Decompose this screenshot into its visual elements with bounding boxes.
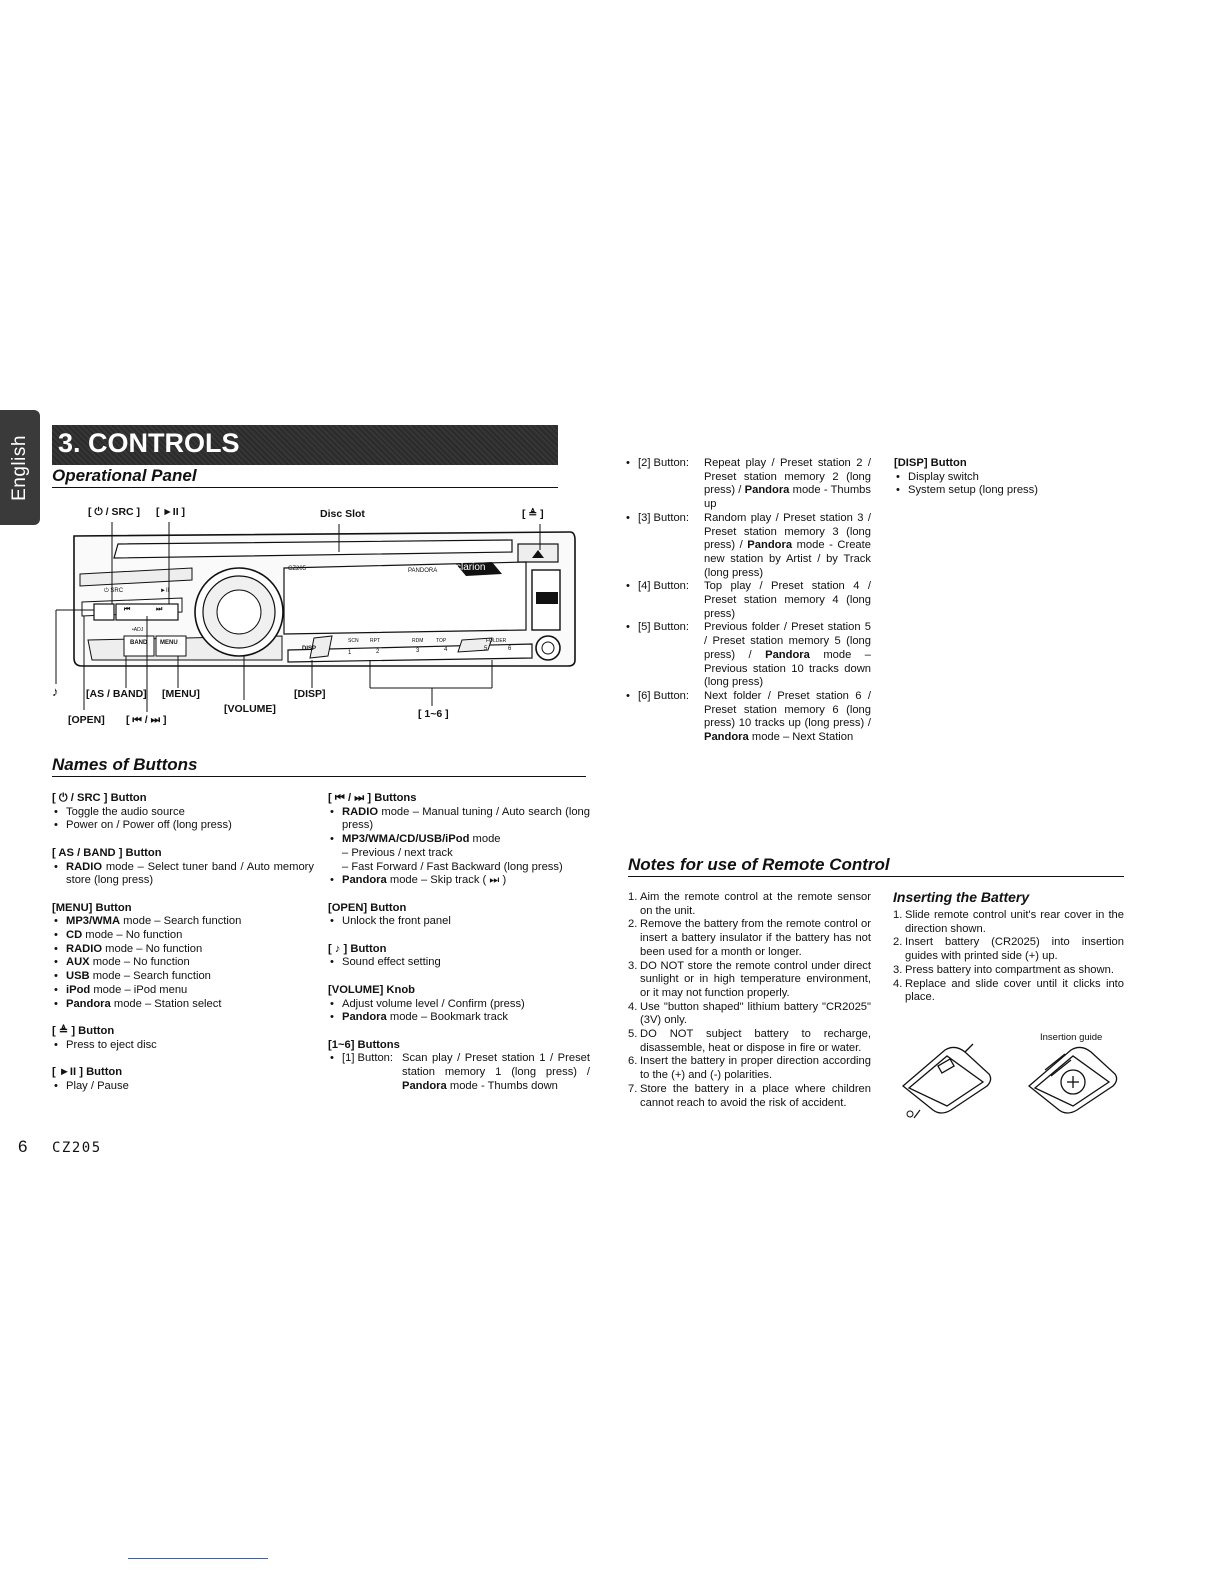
list-item: • AUX mode – No function [52,956,314,970]
list-item: 6. Insert the battery in proper direction according to the (+) and (-) polarities. [628,1055,871,1082]
band-button-heading: [ AS / BAND ] Button [52,846,162,859]
list-item: • Pandora mode – Bookmark track [328,1011,590,1025]
sound-button-heading: [ ♪ ] Button [328,942,387,955]
inserting-battery-list [893,909,1124,1005]
list-item: • RADIO mode – No function [52,943,314,957]
battery-insertion-illustration [895,1040,1125,1120]
list-item: • Pandora mode – Station select [52,998,314,1012]
preset-buttons-heading: [1~6] Buttons [328,1038,400,1051]
list-item: • Pandora mode – Skip track ( ⏭ ) [328,874,590,888]
label-open: [OPEN] [68,714,105,726]
unit-pandora: PANDORA [408,568,438,574]
list-item: • iPod mode – iPod menu [52,984,314,998]
unit-src: ⏻ SRC [104,588,124,594]
preset-4-row: • [4] Button: Top play / Preset station 4 / Preset station memory 4 (long press) [626,580,871,620]
unit-rdm: RDM [412,638,424,644]
list-subitem: – Fast Forward / Fast Backward (long press) [342,860,563,873]
unit-pp: ►II [160,588,170,594]
list-item: • Unlock the front panel [328,915,590,929]
list-item: • Press to eject disc [52,1039,314,1053]
list-item: • MP3/WMA/CD/USB/iPod mode [328,833,590,847]
unit-top: TOP [436,638,447,644]
disp-button-block [894,457,1124,498]
unit-key-3: 3 [416,648,420,654]
unit-adj: •ADJ [132,627,144,633]
remote-notes-title: Notes for use of Remote Control [628,855,1124,877]
unit-prev: ⏮ [124,606,131,613]
list-item: 4. Use "button shaped" lithium battery "CR2025" (3V) only. [628,1000,871,1027]
unit-key-2: 2 [376,649,380,655]
list-item: • Sound effect setting [328,956,590,970]
unit-brand: clarion [456,562,486,573]
chapter-title: 3. CONTROLS [58,428,240,458]
unit-key-4: 4 [444,647,448,653]
label-disc-slot: Disc Slot [320,508,365,520]
chapter-header [52,425,558,465]
footer-rule [128,1558,268,1559]
unit-folder: FOLDER [486,638,507,644]
list-item: 3. Press battery into compartment as shown. [893,963,1114,976]
list-subitem: – Previous / next track [342,846,453,859]
list-item: • CD mode – No function [52,929,314,943]
label-disp: [DISP] [294,688,326,700]
buttons-column-1 [52,792,314,1093]
unit-scn: SCN [348,638,359,644]
play-pause-button-heading: [ ►II ] Button [52,1066,123,1078]
preset-2-row: • [2] Button: Repeat play / Preset station 2 / Preset station memory 2 (long press) / Pandora mode - Thumbs up [626,457,871,511]
open-button-heading: [OPEN] Button [328,901,407,914]
list-item: 1. Aim the remote control at the remote sensor on the unit. [628,891,871,917]
unit-key-1: 1 [348,650,352,656]
disp-button-heading: [DISP] Button [894,457,967,469]
label-sound-note: ♪ [52,684,59,699]
list-item: • Power on / Power off (long press) [52,819,314,833]
buttons-column-2 [328,792,590,1093]
insertion-guide-label: Insertion guide [1040,1032,1103,1043]
list-item: • MP3/WMA mode – Search function [52,915,314,929]
list-item: • USB mode – Search function [52,970,314,984]
unit-menu: MENU [160,640,178,646]
list-item: • Play / Pause [52,1080,314,1094]
volume-knob-heading: [VOLUME] Knob [328,983,415,996]
list-item: • Toggle the audio source [52,806,314,820]
list-item: 3. DO NOT store the remote control under direct sunlight or in high temperature environment, or it may not function properly. [628,959,871,999]
unit-model: CZ205 [288,566,307,572]
label-menu: [MENU] [162,688,200,700]
list-item: • RADIO mode – Select tuner band / Auto memory store (long press) [52,861,314,888]
remote-notes-list [628,891,871,1110]
label-eject: [ ≜ ] [522,508,544,520]
preset-5-row: • [5] Button: Previous folder / Preset station 5 / Preset station memory 5 (long press) / Pandora mode – Previous station 10 tracks down (long press) [626,621,871,689]
list-item: 1. Slide remote control unit's rear cover in the direction shown. [893,909,1124,935]
list-item: • Display switch [894,471,1124,485]
eject-button-heading: [ ≜ ] Button [52,1024,115,1037]
inserting-battery-title: Inserting the Battery [893,889,1030,905]
operational-panel-diagram [52,500,582,735]
src-button-heading: [ ⏻ / SRC ] Button [52,792,147,804]
list-item: 2. Insert battery (CR2025) into insertion guides with printed side (+) up. [893,936,1124,963]
list-item: • Adjust volume level / Confirm (press) [328,998,590,1012]
menu-button-heading: [MENU] Button [52,901,132,914]
names-of-buttons-title: Names of Buttons [52,755,586,777]
list-item: • RADIO mode – Manual tuning / Auto search (long press) [328,806,590,833]
unit-next: ⏭ [156,606,163,613]
preset-buttons-list [626,457,871,745]
operational-panel-title: Operational Panel [52,466,558,488]
page-number: 6 [18,1137,28,1156]
unit-disp: DISP [302,646,317,652]
label-presets: [ 1~6 ] [418,708,449,720]
label-power-src: [ ⏻ / SRC ] [88,506,141,518]
label-play-pause: [ ►II ] [156,506,186,518]
list-item: 2. Remove the battery from the remote control or insert a battery insulator if the battery has not been used for a month or longer. [628,918,871,958]
preset-6-row: • [6] Button: Next folder / Preset station 6 / Preset station memory 6 (long press) 10 tracks up (long press) / Pandora mode – Next Station [626,689,871,744]
label-skip: [ ⏮ / ⏭ ] [126,714,167,726]
list-item: 4. Replace and slide cover until it clicks into place. [893,977,1124,1004]
list-item: • System setup (long press) [894,484,1124,498]
unit-band: BAND [130,640,148,646]
list-item: 5. DO NOT subject battery to recharge, disassemble, heat or dispose in fire or water. [628,1028,871,1054]
unit-rpt: RPT [370,638,380,644]
language-tab-label: English [9,434,30,501]
footer-model: CZ205 [52,1140,102,1156]
label-as-band: [AS / BAND] [86,688,147,700]
unit-key-5: 5 [484,646,488,652]
skip-buttons-heading: [ ⏮ / ⏭ ] Buttons [328,792,417,804]
list-item: 7. Store the battery in a place where children cannot reach to avoid the risk of accident. [628,1082,871,1109]
language-tab [0,410,40,525]
unit-key-6: 6 [508,646,512,652]
preset-3-row: • [3] Button: Random play / Preset station 3 / Preset station memory 3 (long press) / Pandora mode - Create new station by Artist / by Track (long press) [626,511,871,579]
label-volume: [VOLUME] [224,703,276,715]
preset-1-row: • [1] Button: Scan play / Preset station 1 / Preset station memory 1 (long press) / Pandora mode - Thumbs down [330,1052,590,1092]
